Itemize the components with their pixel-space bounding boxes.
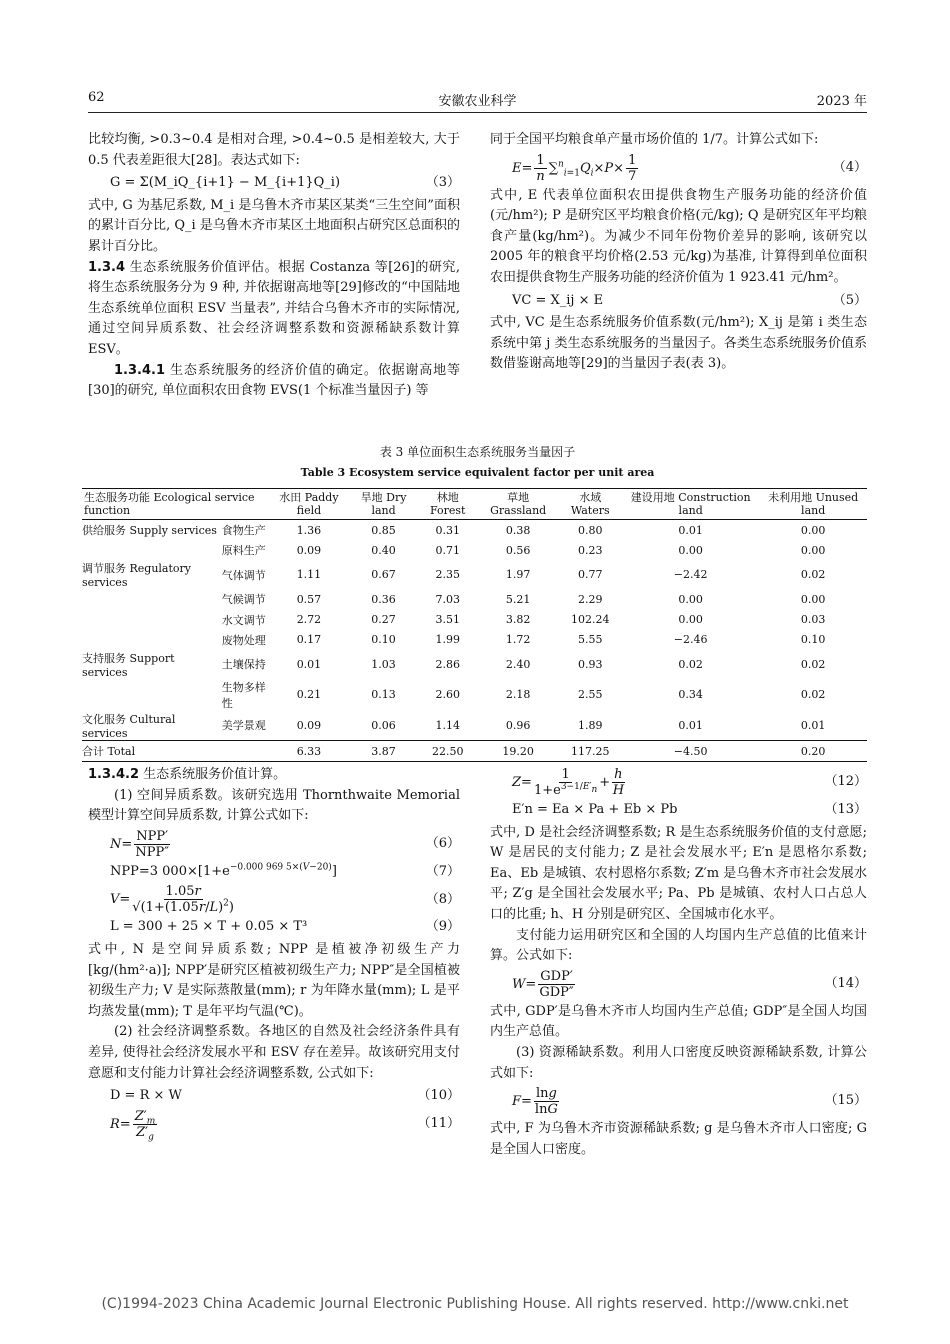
table-cell: 气体调节	[221, 568, 266, 582]
table-cell: 0.77	[578, 568, 603, 582]
equation-body: VC = X_ij × E	[512, 292, 604, 308]
table-cell: 0.85	[371, 523, 396, 537]
table-cell: 1.36	[296, 523, 322, 537]
table-cell: 1.14	[435, 718, 460, 732]
table-cell: 0.02	[800, 657, 826, 671]
table-row	[82, 630, 867, 650]
equation-body: NPP=3 $000\times[1+e^{-0.000 969 5\times(V-20)}]$	[110, 862, 337, 879]
table-row	[82, 610, 867, 630]
paragraph: 同于全国平均粮食单产量市场价值的 1/7。计算公式如下:	[490, 132, 819, 147]
paragraph: 式中, F 为乌鲁木齐市资源稀缺系数; g 是乌鲁木齐市人口密度; G 是全国人口密度。	[490, 1121, 867, 1157]
column-header: 未利用地 Unused land	[768, 491, 859, 517]
table-cell: 0.01	[296, 657, 322, 671]
equation-body: Z= $\frac{1}{1+e^{3-1/E'_n}}$ + $\frac{h}{H}$	[512, 767, 625, 798]
table-row	[82, 650, 867, 679]
table-cell: 0.21	[296, 688, 322, 702]
paragraph: 式中, E 代表单位面积农田提供食物生产服务功能的经济价值(元/hm²); P 是研究区平均粮食价格(元/kg); Q 是研究区年平均粮食产量(kg/hm²)。为减少不同年份物价差异的影响, 该研究以 2005 年的粮食平均价格(2.53 元/kg)为基准, 计算得到单位面积农田提供食物生产服务功能的经济价值为 1 923.41 元/hm²。	[490, 187, 867, 285]
table-cell	[82, 540, 222, 560]
equation-number: （3）	[425, 175, 460, 191]
equation-body: D = R × W	[110, 1088, 182, 1104]
table-cell: 食物生产	[221, 524, 266, 538]
section-number: 1.3.4.1	[114, 362, 165, 378]
table-cell: 3.82	[505, 613, 531, 627]
column-header: 水田 Paddy field	[279, 491, 339, 517]
equation-body: E= $\frac{1}{n}$ $\sum^n_{i=1}Q_i\times P\times$ $\frac{1}{7}$	[512, 152, 637, 184]
equation-14	[490, 969, 867, 1000]
equation-number: （13）	[824, 802, 867, 817]
equation-6	[88, 829, 460, 860]
table-cell: 0.10	[371, 633, 396, 647]
table-cell: 0.00	[800, 543, 826, 557]
table-cell: 5.55	[578, 633, 603, 647]
table-cell: 2.60	[435, 688, 460, 702]
table-cell: 1.97	[505, 568, 531, 582]
table-cell: 0.67	[371, 568, 396, 582]
paragraph: 支付能力运用研究区和全国的人均国内生产总值的比值来计算。公式如下:	[490, 927, 867, 964]
table-cell: 1.89	[578, 718, 603, 732]
table-cell: 0.34	[678, 688, 703, 702]
table-row	[82, 711, 867, 741]
table-cell: 合计 Total	[82, 745, 136, 759]
table-cell: 2.86	[435, 657, 460, 671]
table-cell	[82, 610, 222, 630]
table-cell: 0.36	[371, 592, 396, 606]
table-cell: 0.13	[371, 688, 396, 702]
table-cell: 土壤保持	[221, 658, 266, 672]
table-cell: 0.93	[578, 657, 603, 671]
table-3	[82, 488, 867, 762]
table-cell	[82, 630, 222, 650]
table-cell: 22.50	[431, 744, 464, 758]
table-cell: 0.96	[505, 718, 531, 732]
equation-number: （6）	[425, 835, 460, 851]
table-cell: 0.02	[800, 688, 826, 702]
paragraph: 比较均衡, >0.3~0.4 是相对合理, >0.4~0.5 是相差较大, 大于 0.5 代表差距很大[28]。表达式如下:	[88, 132, 460, 168]
equation-3	[88, 173, 460, 194]
table-cell: 0.40	[371, 543, 396, 557]
paragraph: (1) 空间异质系数。该研究选用 Thornthwaite Memorial 模型计算空间异质系数, 计算公式如下:	[88, 787, 460, 824]
equation-body: R= $\frac{Z'_m}{Z'_g}$	[110, 1108, 156, 1143]
table-cell: 0.00	[800, 523, 826, 537]
table-cell: 0.00	[678, 613, 703, 627]
section-number: 1.3.4	[88, 259, 126, 275]
year: 2023 年	[816, 94, 867, 109]
paragraph: 生态系统服务价值评估。根据 Costanza 等[26]的研究, 将生态系统服务分为 9 种, 并依据谢高地等[29]修改的“中国陆地生态系统单位面积 ESV 当量表”, 并结合乌鲁木齐市的实际情况, 通过空间异质系数、社会经济调整系数和资源稀缺系数计算 ESV。	[88, 259, 460, 357]
table-cell: 0.00	[678, 592, 703, 606]
table-row	[82, 560, 867, 589]
table-cell: 废物处理	[221, 633, 266, 647]
table-row	[82, 540, 867, 560]
table-row	[82, 679, 867, 711]
equation-body: G = Σ(M_iQ_{i+1} − M_{i+1}Q_i)	[110, 175, 341, 191]
table-cell: 0.09	[296, 543, 322, 557]
equation-5	[490, 291, 867, 312]
table-cell: 0.01	[800, 718, 826, 732]
table-cell: 0.03	[800, 613, 826, 627]
equation-number: （15）	[824, 1093, 867, 1109]
page-header	[88, 88, 867, 113]
equation-number: （5）	[832, 292, 867, 308]
paragraph: 式中, D 是社会经济调整系数; R 是生态系统服务价值的支付意愿; W 是居民的支付能力; Z 是社会发展水平; E′n 是恩格尔系数; Ea、Eb 是城镇、农村恩格尔系数; Z′m 是乌鲁木齐市社会发展水平; Z′g 是全国社会发展水平; Pa、Pb 是城镇、农村人口占总人口的比重; h、H 分别是研究区、全国城市化水平。	[490, 824, 867, 922]
table-cell: 2.18	[505, 688, 531, 702]
column-header: 林地 Forest	[429, 491, 466, 517]
equation-9	[88, 917, 460, 938]
table-cell: 117.25	[571, 744, 610, 758]
table-cell: 3.51	[435, 613, 460, 627]
table-cell: 0.10	[800, 633, 826, 647]
table-cell: −2.46	[673, 633, 708, 647]
page-number: 62	[88, 90, 105, 105]
right-column-top	[490, 130, 867, 375]
table-cell: 19.20	[502, 744, 534, 758]
table-cell: −2.42	[673, 568, 708, 582]
equation-body: N= $\frac{\text{NPP′}}{\text{NPP″}}$	[110, 828, 170, 860]
table-cell: 102.24	[571, 613, 610, 627]
table-cell: 0.27	[371, 613, 396, 627]
table-cell: 0.56	[505, 543, 531, 557]
paragraph: (2) 社会经济调整系数。各地区的自然及社会经济条件具有差异, 使得社会经济发展水平和 ESV 存在差异。故该研究用支付意愿和支付能力计算社会经济调整系数, 公式如下:	[88, 1024, 460, 1081]
equation-body: V= $\frac{1.05r}{√(1+(1.05r/L)^2)}$	[110, 884, 234, 916]
left-column-bottom	[88, 765, 460, 1142]
table-cell: 水文调节	[221, 613, 266, 627]
table-cell: 0.02	[678, 657, 703, 671]
table-cell: 2.72	[296, 613, 322, 627]
left-column-top	[88, 130, 460, 402]
table-caption-cn: 表 3 单位面积生态系统服务当量因子	[379, 445, 576, 459]
table-cell: 6.33	[296, 744, 322, 758]
table-cell: 0.57	[296, 592, 322, 606]
section-number: 1.3.4.2	[88, 767, 139, 782]
equation-number: （7）	[425, 863, 460, 879]
equation-body: W= $\frac{\text{GDP′}}{\text{GDP″}}$	[512, 968, 574, 1000]
table-header-row	[82, 489, 867, 520]
table-cell: 1.11	[296, 568, 322, 582]
table-cell: 0.80	[578, 523, 603, 537]
equation-11	[88, 1108, 460, 1143]
table-cell: −4.50	[673, 744, 708, 758]
table-cell: 文化服务 Cultural services	[82, 712, 176, 740]
paragraph: 生态系统服务的经济价值的确定。依据谢高地等[30]的研究, 单位面积农田食物 EVS(1 个标准当量因子) 等	[88, 362, 460, 399]
table-cell: 生物多样性	[221, 680, 266, 710]
table-cell: 原料生产	[221, 544, 266, 558]
copyright-footer: (C)1994-2023 China Academic Journal Electronic Publishing House. All rights reserved. http://www.cnki.net	[101, 1296, 849, 1312]
journal-name: 安徽农业科学	[438, 94, 517, 109]
table-cell: 支持服务 Support services	[82, 651, 175, 679]
equation-number: （14）	[824, 975, 867, 991]
table-cell: 2.35	[435, 568, 460, 582]
equation-body: F= $\frac{\ln g}{\ln G}$	[512, 1086, 558, 1118]
table-cell: 1.99	[435, 633, 460, 647]
table-cell: 美学景观	[221, 719, 266, 733]
column-header: 水域 Waters	[570, 491, 610, 517]
equation-number: （4）	[832, 159, 867, 175]
table-cell: 0.01	[678, 523, 703, 537]
table-cell	[82, 679, 222, 711]
paragraph: (3) 资源稀缺系数。利用人口密度反映资源稀缺系数, 计算公式如下:	[490, 1044, 867, 1081]
table-cell: 2.55	[578, 688, 603, 702]
equation-number: （10）	[417, 1088, 460, 1104]
table-caption-en: Table 3 Ecosystem service equivalent factor per unit area	[300, 466, 655, 479]
column-header: 生态服务功能 Ecological service function	[84, 491, 255, 517]
table-cell: 3.87	[371, 744, 396, 758]
table-cell: 0.01	[678, 718, 703, 732]
table-cell	[82, 589, 222, 609]
equation-13	[490, 800, 867, 821]
table-cell: 0.23	[578, 543, 603, 557]
right-column-bottom	[490, 765, 867, 1160]
table-cell: 0.02	[800, 568, 826, 582]
section-title: 生态系统服务价值计算。	[143, 767, 287, 782]
table-row	[82, 589, 867, 609]
table-cell: 0.20	[800, 744, 826, 758]
paragraph: 式中, G 为基尼系数, M_i 是乌鲁木齐市某区某类“三生空间”面积的累计百分比, Q_i 是乌鲁木齐市某区土地面积占研究区总面积的累计百分比。	[88, 197, 460, 254]
table-cell: 2.40	[505, 657, 531, 671]
table-cell: 0.00	[800, 592, 826, 606]
table-cell: 0.31	[435, 523, 460, 537]
table-cell: 0.06	[371, 718, 396, 732]
equation-number: （9）	[425, 919, 460, 935]
equation-12	[490, 767, 867, 798]
table-cell: 1.72	[505, 633, 531, 647]
table-cell: 0.17	[296, 633, 322, 647]
table-cell: 供给服务 Supply services	[82, 524, 217, 538]
equation-10	[88, 1086, 460, 1107]
column-header: 建设用地 Construction land	[630, 491, 751, 517]
equation-4	[490, 153, 867, 184]
equation-15	[490, 1086, 867, 1117]
paragraph: 式中, VC 是生态系统服务价值系数(元/hm²); X_ij 是第 i 类生态系统中第 j 类生态系统服务的当量因子。各类生态系统服务价值系数借鉴谢高地等[29]的当量因子表(表 3)。	[490, 315, 867, 372]
table-cell: 7.03	[435, 592, 460, 606]
equation-8	[88, 884, 460, 915]
column-header: 旱地 Dry land	[360, 491, 407, 517]
table-cell: 0.09	[296, 718, 322, 732]
paragraph: 式中, GDP′是乌鲁木齐市人均国内生产总值; GDP″是全国人均国内生产总值。	[490, 1003, 867, 1040]
table-cell: 2.29	[578, 592, 603, 606]
equation-number: （11）	[417, 1115, 460, 1131]
table-cell: 1.03	[371, 657, 396, 671]
equation-body: L = 300 + 25 × T + 0.05 × T³	[110, 919, 308, 935]
table-cell: 0.00	[678, 543, 703, 557]
table-total-row	[82, 740, 867, 761]
equation-7	[88, 862, 460, 883]
equation-number: （12）	[824, 774, 867, 790]
equation-body: E′n = Ea × Pa + Eb × Pb	[512, 802, 678, 817]
table-cell: 0.71	[435, 543, 460, 557]
table-cell: 气候调节	[221, 593, 266, 607]
paragraph: 式中, N 是空间异质系数; NPP 是植被净初级生产力[kg/(hm²·a)]; NPP′是研究区植被初级生产力; NPP″是全国植被初级生产力; V 是实际蒸散量(mm); r 为年降水量(mm); L 是平均蒸发量(mm); T 是年平均气温(℃)。	[88, 941, 460, 1019]
equation-number: （8）	[425, 891, 460, 907]
table-cell: 调节服务 Regulatory services	[82, 562, 192, 590]
column-header: 草地 Grassland	[490, 491, 547, 517]
table-cell: 0.38	[505, 523, 531, 537]
table-cell: 5.21	[505, 592, 531, 606]
table-row	[82, 520, 867, 541]
